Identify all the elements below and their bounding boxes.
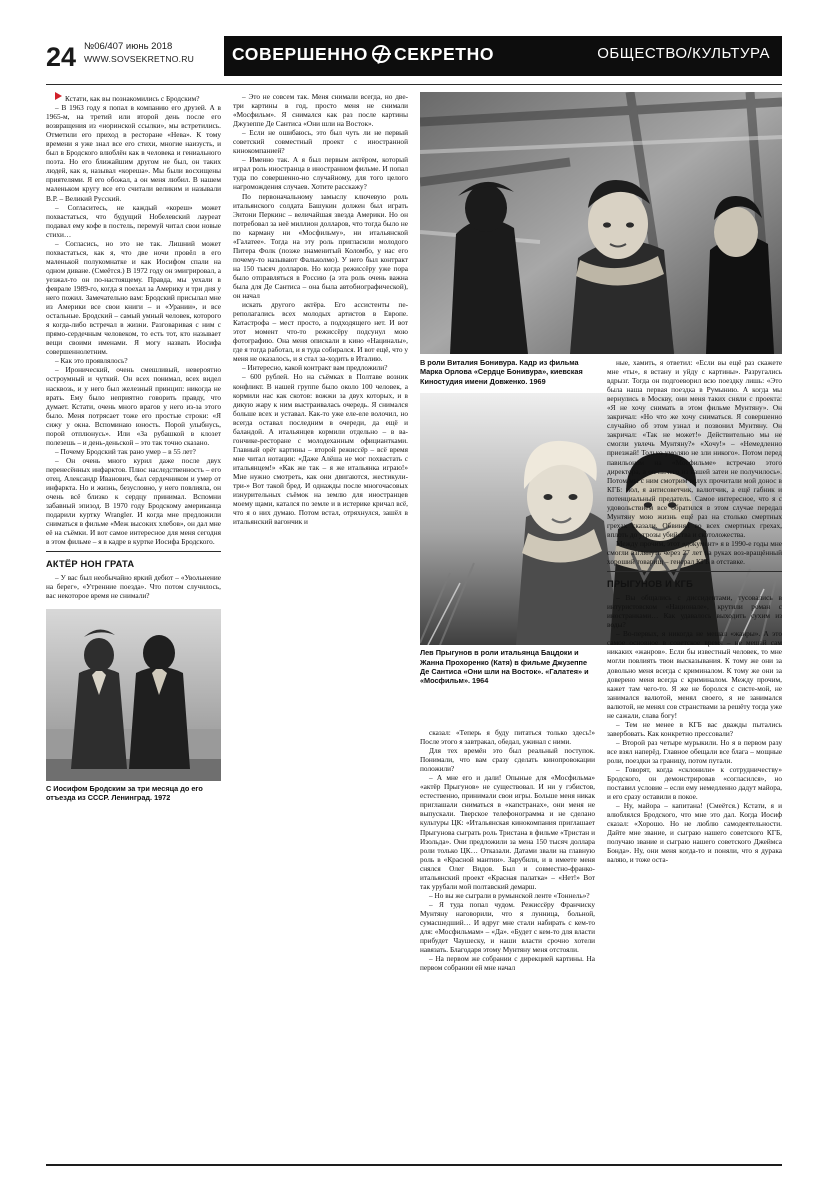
paragraph: Кстати, как вы познакомились с Бродским? xyxy=(46,92,221,103)
arrow-marker-icon xyxy=(55,92,62,100)
photo-artwork xyxy=(46,609,221,781)
paragraph: По первоначальному замыслу ключевую роль итальянского солдата Башукин должен был играть Энтони Перкинс – величайшая звезда Америки. Но он потребовал за неё миллион долларов, что тогда было не по карману ни «Мосфильму», ни итальянской «Галатее». Тогда на эту роль пригласили молодого Питера Фолк (позже знаменитый Коломбо, у нас его почему-то называют Фальколмо). У него был контракт на 150 тысяч долларов. Но когда режиссёру уже пора было отправляться в Россию (а эта роль очень важна была для Де Сантиса – она была автобиографической), он начал xyxy=(233,191,408,301)
column-3 xyxy=(420,358,595,686)
globe-icon xyxy=(372,45,390,63)
article-body xyxy=(46,92,782,1142)
paragraph: – Почему Бродский так рано умер – в 55 лет? xyxy=(55,446,196,456)
paragraph: – Иронический, очень смешливый, невероятно остроумный и чуткий. Он всех понимал, всех видел насквозь, и у него был железный принцип: никогда не врать. Ему было неприятно говорить правду, что думает. Кстати, очень много врагов у него из-за этого было. Меня потрясает тоже его простые строки: «Я сижу у окна. Вспоминаю юность. Порой улыбнусь, порой отплюнусь». Или «За рубашкой в клозет полезешь – и день-деньской – это так точно сказано. xyxy=(46,365,221,447)
publication-logo xyxy=(232,44,514,68)
issue-line: №06/407 июнь 2018 xyxy=(84,41,173,52)
paragraph: – Вы общались с диссидентами, тусовались в интуристовском «Национале», крутили роман с иностранками… Как удавалось выходить сухим из воды? xyxy=(607,593,782,630)
paragraph: ные, хамить, я ответил: «Если вы ещё раз скажете мне «ты», я встану и уйду с картины». Разругались вдрызг. Тогда он подгоеворил всю поездку лишь: «Это была наша первая поездка в Румынию. А когда мы вернулись в Москву, они меня таких сняли с проекта: «Я не хочу снимать в этом фильме Мунтяну». Он закричал: «Но что же хочу сниматься. Я совершенно случайно об этом узнал и позвонил Мунтяну. Он закричал: «Так не может!» Действительно мы не смогли увлечь Мунтяну?» «Хочу!» – «Немедленно приезжай! Только умоляю не зли никого». Потом перед павильоном на «Мосфильме» встречаю этого директора, а он ничего из вашей затеи не получилось». Потом мы с ним смотрим вслух прочитали мой донос в КГБ: мол, я антисоветчик, валютчик, а ещё габник и потенциальный предатель. Самое интересное, что я с удовольствием все обратился в этом случае передал Мунтяну мою жизнь ещё раз на столько смертных грехах сказали. Обвинял во всех смертных грехах, вплоть до угрозы убийства и скотоложества. xyxy=(607,358,782,539)
footer-divider xyxy=(46,1164,782,1166)
website-url: WWW.SOVSEKRETNO.RU xyxy=(84,54,195,64)
photo-caption: В роли Виталия Бонивура. Кадр из фильма Марка Орлова «Сердце Бонивура», киевская Киностудия имени Довженко. 1969 xyxy=(420,358,583,386)
paragraph: – Именно так. А я был первым актёром, который играл роль иностранца в иностранном фильме. И попал туда по совершенно-но случайному, для того целого нагромождения случаев. Хотите расскажу? xyxy=(233,155,408,192)
paragraph: – Но вы же сыграли в румынской ленте «Тоннель»? xyxy=(429,890,590,900)
paragraph: – Это не совсем так. Меня снимали всегда, но две-три картины в год, просто меня не снимали «Мосфильм». Я снимался как раз после картины Джузеппе Де Сантиса «Они шли на Восток». xyxy=(233,92,408,129)
logo-word-1: СОВЕРШЕННО xyxy=(232,44,368,64)
issue-info xyxy=(84,40,214,66)
logo-word-2: СЕКРЕТНО xyxy=(393,44,495,64)
paragraph: – Говорят, когда «склонили» к сотрудничеству» Бродского, он демонстрировав «согласился», но поставил условие – если ему немедленно дадут майора, и его сразу оставили в покое. xyxy=(607,765,782,802)
photo-artwork xyxy=(420,92,782,354)
paragraph: – У вас был необычайно яркий дебют – «Увольнение на берег», «Утренние поезда». Что потом случилось, вас некоторое время не снимали? xyxy=(46,573,221,601)
paragraph: – 600 рублей. Но на съёмках в Полтаве возник конфликт. В нашей группе было около 100 человек, а кормили нас как скотов: вожжи за двух которых, и в дикую жару к ним выстраивалась очередь. Я снимался больше всех и уставал. Как-то уже еле-еле волочил, но всегда оставал последним в очереди, да ещё и баландой. А итальянцев кормили отдельно – в ва-гончике-ресторане с молодеханным официантками. Главный орёт картины – второй режиссёр – всё время мне читал нотации: «Даже Алёша не мог похвастать с итальянцем!» «Как же так – я же итальянка играю!» Мне нужно смотреть, как они двигаются, жестикули-три-» Вот такой бред. И однажды после многочасовых изнурительных съёмок на землю для иностранцев моему щами, катался по земле и в истерике кричал всё, что я о них думаю. Потом встал, отряхнулся, зашёл в итальянский вагончик и xyxy=(233,372,408,527)
column-1 xyxy=(46,92,221,802)
paragraph: – Как это проявлялось? xyxy=(55,356,128,366)
paragraph: – Я туда попал чудом. Режиссёру Франчиску Мунтяну наговорили, что я лунница, больной, сумасшедший… И вдруг мне стали набирать с кем-то для: «Мосфильмам» – «Да». «Будет с кем-то для власти прибудет Чаушеску, и наши власти срочно хотели навязать. Благодаря этому Мунтяну меня отстояли. xyxy=(420,899,595,955)
subsection-heading: ПРЫГУНОВ И КГБ xyxy=(607,579,693,590)
paragraph: сказал: «Теперь я буду питаться только здесь!» После этого я завтракал, обедал, ужинал с ними. xyxy=(420,728,595,747)
paragraph: – Интересно, какой контракт вам предложили? xyxy=(242,363,388,373)
photo-caption: С Иосифом Бродским за три месяца до его отъезда из СССР. Ленинград. 1972 xyxy=(46,783,203,802)
header-divider xyxy=(46,84,782,85)
photo-caption: Лев Прыгунов в роли итальянца Бацдоки и Жанна Прохоренко (Катя) в фильме Джузеппе Де Сантиса «Они шли на Восток». «Галатея» и «Мосфильм». 1964 xyxy=(420,648,589,686)
column-2 xyxy=(233,92,408,526)
paragraph: – В 1963 году я попал в компанию его друзей. А в 1965-м, на третий или второй день после его возвращения из «норинской ссылки», мы встретились. Отметили его приход в ресторане «Нева». К тому времени я уже знал все его стихи, многие наизусть, и был в Бродского влюблён как в человека и гениального поэта. Но его ближайшим другом не был, он таких людей, как я, называл «кореша». Мы были восхищены приятелями. Я его обожал, а он меня любил. В нашем маленьком кругу все его считали великим и называли В.Р. – Великий Русский. xyxy=(46,103,221,203)
paragraph: – Во-первых, я никогда не мешал «жанры». А это самое основное в советское время – не мешай сам никаких «жанров». Если бы известный человек, то мне могли повлиять твои высказывания. К тому же они за довольно меня всегда с криминалом. К тому же они за доверено меня всегда с криминалом. Между прочим, кажет там чего-то. Я же не боролся с систе-мой, не занимался валютой, менял своего, я не занимался валютой, не менял сов странствами за решёту тогда уже не сажали, слава богу! xyxy=(607,629,782,720)
section-divider xyxy=(46,551,221,552)
masthead xyxy=(46,38,782,76)
paragraph: – Если не ошибаюсь, это был чуть ли не первый советский совместный проект с иностранной кинокомпанией? xyxy=(233,128,408,156)
masthead-banner xyxy=(224,36,782,76)
subsection-heading: АКТЁР НОН ГРАТА xyxy=(46,559,135,570)
section-divider xyxy=(607,571,782,572)
paragraph: – Согласитесь, не каждый «кореш» может похвастаться, что будущий Нобелевский лауреат подавал ему кофе в постель, перемуй читал свои новые стихи… xyxy=(46,202,221,239)
paragraph: – Он очень много курил даже после двух перенесённых инфарктов. Плюс наследственность – его отец, Александр Иванович, был сердечником и умер от инфаркта. Но и жизнь, безусловно, у него повлияла, он очень всё близко к сердцу принимал. Вспомни забавный эпизод. В 1970 году Бродскому американца подарили куртку Wrangler. И когда мне предложили сниматься в фильме «Меж высоких хлебов», он дал мне её на съёмки. И вот самое интересное для меня сегодня в этом фильме – я в кадре в куртке Иосифа Бродского. xyxy=(46,455,221,547)
paragraph: Для тех времён это был реальный поступок. Понимали, что вам сразу сделать кинопровокации положили? xyxy=(420,746,595,774)
paragraph: – На первом же собрании с дирекцией картины. На первом собрании ей мне начал xyxy=(420,954,595,973)
page-number: 24 xyxy=(46,42,77,72)
paragraph: – Тем не менее в КГБ вас дважды пытались завербовать. Как конкретно прессовали? xyxy=(607,719,782,738)
column-4 xyxy=(607,358,782,865)
paragraph: – Ну, майора – капитана! (Смеётся.) Кстати, я и влюблялся Бродского, что мне это дал. Когда Иосиф сказал: «Хорошо. Но не люблю самодеятельности. Дайте мне звание, и сыграю нашего советского КГБ, получаю звание и сыграю нашего советского Джеймса Бонда». Ну, они меня когда-то и поняли, что я дурака валяю, и тоже оста- xyxy=(607,801,782,865)
paragraph: Между прочим, этот «документ» я в 1990-е годы мне смогли взглянуть через 27 лет на руках воз-вращённый хороший товарищ – генерал КГБ в отставке. xyxy=(607,538,782,567)
paragraph: искать другого актёра. Его ассистенты пе-реполагались всех молодых артистов в Европе. Катастрофа – мест просто, а подходящего нет. И вот этот момент что-то режиссёру подсунул мою фотографию. Она меня опискали в кино «Нациналы», где я тогда работал, и я туда собирался. И вот ещё, что у меня не оказалось, и я стал за-ходить в Италию. xyxy=(233,300,408,364)
photo-bonivur xyxy=(420,92,782,354)
paragraph: – Второй раз четыре мурыкили. Но я в первом разу все взял наперёд. Главное обещали все блага – мощные роли, поездки за границу, потом путали. xyxy=(607,737,782,765)
paragraph: – Согласись, но это не так. Лишний может похвастаться, как я, что две ночи провёл в его маленькой полукомнатке и как Иосифом спали на одном диване. (Смеётся.) В 1972 году он эмигрировал, а уезжал-то он по-настоящему. Правда, мы уехали в феврале 1989-го, когда я поехал за Америку и три дня у него пожил. Замечательно вам: Бродский присылал мне из Америки все свои книги – и «Урании», и все остальные. Бродский – самый умный человек, которого я когда-либо встречал в жизни. Разговаривая с ним с прямо-сердечным человеком, то есть тот, кто называет вещи своими именами. Я могу назвать Иосифа совершеннолетним. xyxy=(46,238,221,357)
photo-brodsky-leningrad xyxy=(46,609,221,781)
section-title: ОБЩЕСТВО/КУЛЬТУРА xyxy=(597,45,770,62)
paragraph: – А мне его и дали! Опыные для «Мосфильма» «актёр Прыгунов» не существовал. И ни у гэбистов, естественно, принимали свои игры. Больше меня никак приглашали сниматься в «капстранах», они меня не выпускали. Тверское телефонограмма и не сделано культуры ЦК: «Итальянская кинокомпания приглашает Прыгунова сыграть роль Тристана в фильме «Тристан и Изольда». Они предложили за мена 150 тысяч доллара роли только ЦК… Отказали. Датами звали на главную роль в «Красной мантии». Зарубили, и в имеете меня снялся Олег Видов. Был и совместно-франко-итальянский проект «Красная палатка» – «Нет!» Вот так урубали мой полтавский демарш. xyxy=(420,773,595,891)
column-3-text xyxy=(420,728,595,972)
